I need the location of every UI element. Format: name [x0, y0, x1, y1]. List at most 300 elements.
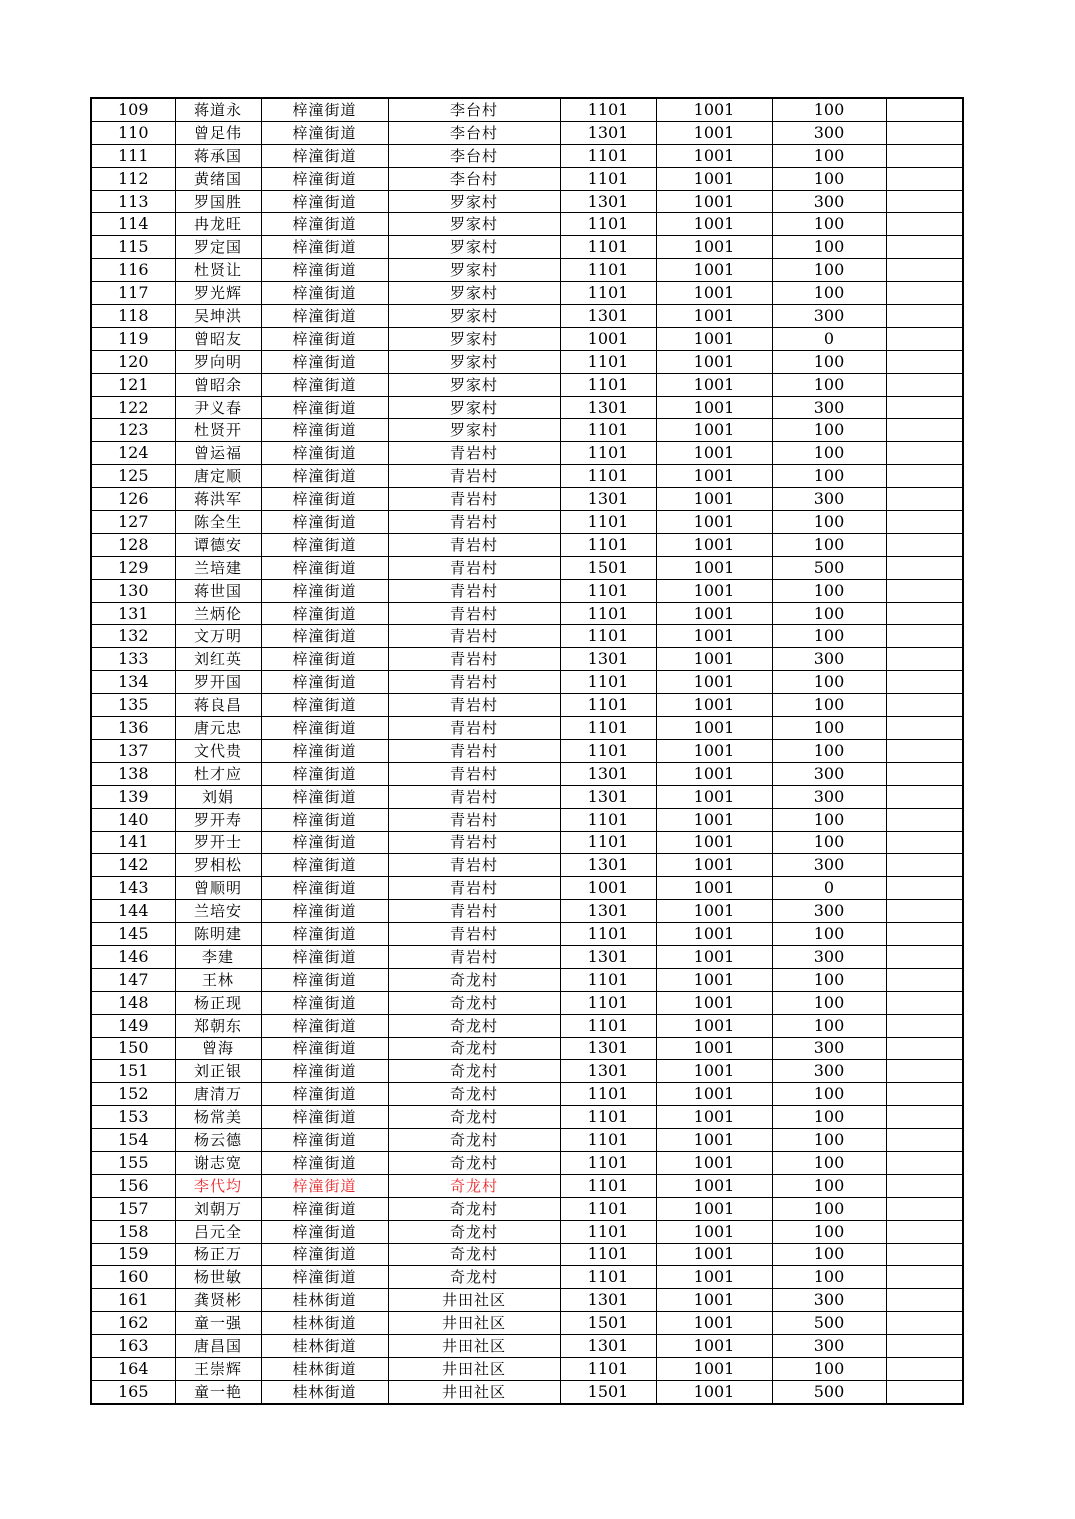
code1-cell: 1101 — [560, 98, 656, 121]
note-cell — [886, 648, 963, 671]
code2-cell: 1001 — [656, 1083, 772, 1106]
amount-cell: 100 — [772, 259, 886, 282]
street-cell: 梓潼街道 — [261, 396, 388, 419]
code1-cell: 1301 — [560, 1037, 656, 1060]
note-cell — [886, 350, 963, 373]
street-cell: 梓潼街道 — [261, 923, 388, 946]
table-row — [91, 144, 963, 167]
name-cell: 曾昭友 — [175, 327, 261, 350]
code2-cell: 1001 — [656, 1335, 772, 1358]
note-cell — [886, 923, 963, 946]
name-cell: 兰炳伦 — [175, 602, 261, 625]
amount-cell: 100 — [772, 167, 886, 190]
amount-cell: 300 — [772, 945, 886, 968]
amount-cell: 300 — [772, 1335, 886, 1358]
serial-number-cell: 149 — [91, 1014, 175, 1037]
code2-cell: 1001 — [656, 350, 772, 373]
village-cell: 青岩村 — [388, 625, 560, 648]
amount-cell: 100 — [772, 808, 886, 831]
code2-cell: 1001 — [656, 1243, 772, 1266]
table-row — [91, 1037, 963, 1060]
village-cell: 李台村 — [388, 121, 560, 144]
code1-cell: 1101 — [560, 625, 656, 648]
code2-cell: 1001 — [656, 1060, 772, 1083]
table-row — [91, 808, 963, 831]
serial-number-cell: 126 — [91, 488, 175, 511]
code2-cell: 1001 — [656, 556, 772, 579]
code2-cell: 1001 — [656, 1380, 772, 1403]
village-cell: 井田社区 — [388, 1289, 560, 1312]
street-cell: 梓潼街道 — [261, 373, 388, 396]
note-cell — [886, 945, 963, 968]
serial-number-cell: 145 — [91, 923, 175, 946]
amount-cell: 500 — [772, 556, 886, 579]
street-cell: 梓潼街道 — [261, 1266, 388, 1289]
serial-number-cell: 163 — [91, 1335, 175, 1358]
note-cell — [886, 556, 963, 579]
table-row — [91, 625, 963, 648]
table-row — [91, 900, 963, 923]
amount-cell: 100 — [772, 831, 886, 854]
note-cell — [886, 121, 963, 144]
name-cell: 陈明建 — [175, 923, 261, 946]
note-cell — [886, 305, 963, 328]
name-cell: 李建 — [175, 945, 261, 968]
amount-cell: 100 — [772, 419, 886, 442]
code2-cell: 1001 — [656, 923, 772, 946]
serial-number-cell: 129 — [91, 556, 175, 579]
serial-number-cell: 144 — [91, 900, 175, 923]
name-cell: 罗国胜 — [175, 190, 261, 213]
code1-cell: 1301 — [560, 762, 656, 785]
village-cell: 奇龙村 — [388, 991, 560, 1014]
serial-number-cell: 134 — [91, 671, 175, 694]
name-cell: 童一艳 — [175, 1380, 261, 1403]
table-row — [91, 831, 963, 854]
note-cell — [886, 1197, 963, 1220]
village-cell: 李台村 — [388, 144, 560, 167]
code2-cell: 1001 — [656, 190, 772, 213]
street-cell: 梓潼街道 — [261, 625, 388, 648]
note-cell — [886, 1380, 963, 1403]
code2-cell: 1001 — [656, 144, 772, 167]
amount-cell: 300 — [772, 854, 886, 877]
code1-cell: 1001 — [560, 327, 656, 350]
name-cell: 蒋世国 — [175, 579, 261, 602]
table-row — [91, 259, 963, 282]
code1-cell: 1001 — [560, 877, 656, 900]
code1-cell: 1101 — [560, 1129, 656, 1152]
village-cell: 青岩村 — [388, 511, 560, 534]
table-row — [91, 1266, 963, 1289]
serial-number-cell: 132 — [91, 625, 175, 648]
village-cell: 青岩村 — [388, 533, 560, 556]
name-cell: 童一强 — [175, 1312, 261, 1335]
street-cell: 梓潼街道 — [261, 968, 388, 991]
street-cell: 桂林街道 — [261, 1335, 388, 1358]
amount-cell: 100 — [772, 1243, 886, 1266]
table-row — [91, 190, 963, 213]
street-cell: 桂林街道 — [261, 1289, 388, 1312]
code1-cell: 1101 — [560, 808, 656, 831]
street-cell: 梓潼街道 — [261, 259, 388, 282]
note-cell — [886, 1357, 963, 1380]
note-cell — [886, 671, 963, 694]
street-cell: 梓潼街道 — [261, 488, 388, 511]
note-cell — [886, 1335, 963, 1358]
name-cell: 罗相松 — [175, 854, 261, 877]
code2-cell: 1001 — [656, 259, 772, 282]
amount-cell: 300 — [772, 648, 886, 671]
name-cell: 龚贤彬 — [175, 1289, 261, 1312]
serial-number-cell: 155 — [91, 1151, 175, 1174]
name-cell: 曾昭余 — [175, 373, 261, 396]
note-cell — [886, 419, 963, 442]
note-cell — [886, 579, 963, 602]
serial-number-cell: 127 — [91, 511, 175, 534]
code2-cell: 1001 — [656, 373, 772, 396]
village-cell: 罗家村 — [388, 373, 560, 396]
table-row — [91, 968, 963, 991]
village-cell: 罗家村 — [388, 259, 560, 282]
name-cell: 曾足伟 — [175, 121, 261, 144]
street-cell: 梓潼街道 — [261, 167, 388, 190]
table-row — [91, 1357, 963, 1380]
amount-cell: 300 — [772, 1060, 886, 1083]
note-cell — [886, 442, 963, 465]
amount-cell: 100 — [772, 1151, 886, 1174]
code2-cell: 1001 — [656, 1129, 772, 1152]
serial-number-cell: 143 — [91, 877, 175, 900]
code2-cell: 1001 — [656, 327, 772, 350]
serial-number-cell: 114 — [91, 213, 175, 236]
serial-number-cell: 116 — [91, 259, 175, 282]
amount-cell: 0 — [772, 877, 886, 900]
name-cell: 唐清万 — [175, 1083, 261, 1106]
code1-cell: 1301 — [560, 121, 656, 144]
table-row — [91, 945, 963, 968]
code1-cell: 1101 — [560, 579, 656, 602]
amount-cell: 100 — [772, 1220, 886, 1243]
code2-cell: 1001 — [656, 945, 772, 968]
code1-cell: 1101 — [560, 1220, 656, 1243]
code2-cell: 1001 — [656, 488, 772, 511]
street-cell: 梓潼街道 — [261, 579, 388, 602]
amount-cell: 100 — [772, 991, 886, 1014]
street-cell: 梓潼街道 — [261, 1220, 388, 1243]
serial-number-cell: 131 — [91, 602, 175, 625]
note-cell — [886, 1220, 963, 1243]
village-cell: 青岩村 — [388, 945, 560, 968]
amount-cell: 100 — [772, 923, 886, 946]
note-cell — [886, 602, 963, 625]
amount-cell: 100 — [772, 511, 886, 534]
name-cell: 罗开国 — [175, 671, 261, 694]
street-cell: 梓潼街道 — [261, 762, 388, 785]
amount-cell: 300 — [772, 1037, 886, 1060]
village-cell: 青岩村 — [388, 762, 560, 785]
village-cell: 青岩村 — [388, 602, 560, 625]
code2-cell: 1001 — [656, 1014, 772, 1037]
table-row — [91, 350, 963, 373]
note-cell — [886, 511, 963, 534]
note-cell — [886, 625, 963, 648]
serial-number-cell: 124 — [91, 442, 175, 465]
village-cell: 青岩村 — [388, 923, 560, 946]
note-cell — [886, 1151, 963, 1174]
code2-cell: 1001 — [656, 1197, 772, 1220]
name-cell: 曾运福 — [175, 442, 261, 465]
street-cell: 梓潼街道 — [261, 1083, 388, 1106]
serial-number-cell: 122 — [91, 396, 175, 419]
name-cell: 蒋洪军 — [175, 488, 261, 511]
village-cell: 青岩村 — [388, 717, 560, 740]
name-cell: 杜贤让 — [175, 259, 261, 282]
table-row — [91, 739, 963, 762]
code1-cell: 1101 — [560, 236, 656, 259]
village-cell: 青岩村 — [388, 831, 560, 854]
street-cell: 梓潼街道 — [261, 533, 388, 556]
street-cell: 梓潼街道 — [261, 213, 388, 236]
village-cell: 青岩村 — [388, 739, 560, 762]
code2-cell: 1001 — [656, 671, 772, 694]
table-row — [91, 1151, 963, 1174]
street-cell: 梓潼街道 — [261, 671, 388, 694]
name-cell: 谢志宽 — [175, 1151, 261, 1174]
table-row — [91, 465, 963, 488]
village-cell: 罗家村 — [388, 419, 560, 442]
amount-cell: 300 — [772, 305, 886, 328]
village-cell: 罗家村 — [388, 327, 560, 350]
note-cell — [886, 1289, 963, 1312]
table-row — [91, 98, 963, 121]
street-cell: 桂林街道 — [261, 1380, 388, 1403]
street-cell: 梓潼街道 — [261, 1174, 388, 1197]
street-cell: 梓潼街道 — [261, 236, 388, 259]
code2-cell: 1001 — [656, 465, 772, 488]
amount-cell: 100 — [772, 350, 886, 373]
street-cell: 梓潼街道 — [261, 900, 388, 923]
name-cell: 蒋承国 — [175, 144, 261, 167]
code1-cell: 1101 — [560, 1266, 656, 1289]
village-cell: 奇龙村 — [388, 1014, 560, 1037]
village-cell: 李台村 — [388, 98, 560, 121]
note-cell — [886, 282, 963, 305]
amount-cell: 100 — [772, 1129, 886, 1152]
street-cell: 梓潼街道 — [261, 1243, 388, 1266]
code2-cell: 1001 — [656, 1289, 772, 1312]
code1-cell: 1101 — [560, 602, 656, 625]
code2-cell: 1001 — [656, 877, 772, 900]
note-cell — [886, 1014, 963, 1037]
table-row — [91, 396, 963, 419]
code1-cell: 1101 — [560, 1174, 656, 1197]
name-cell: 杨常美 — [175, 1106, 261, 1129]
code2-cell: 1001 — [656, 305, 772, 328]
code2-cell: 1001 — [656, 167, 772, 190]
street-cell: 梓潼街道 — [261, 305, 388, 328]
street-cell: 梓潼街道 — [261, 717, 388, 740]
note-cell — [886, 533, 963, 556]
code1-cell: 1301 — [560, 648, 656, 671]
amount-cell: 100 — [772, 213, 886, 236]
note-cell — [886, 1083, 963, 1106]
note-cell — [886, 1106, 963, 1129]
table-row — [91, 854, 963, 877]
amount-cell: 100 — [772, 1357, 886, 1380]
code2-cell: 1001 — [656, 785, 772, 808]
village-cell: 奇龙村 — [388, 1266, 560, 1289]
village-cell: 罗家村 — [388, 236, 560, 259]
amount-cell: 100 — [772, 373, 886, 396]
note-cell — [886, 190, 963, 213]
serial-number-cell: 160 — [91, 1266, 175, 1289]
street-cell: 梓潼街道 — [261, 648, 388, 671]
table-row — [91, 419, 963, 442]
table-row — [91, 1174, 963, 1197]
village-cell: 青岩村 — [388, 877, 560, 900]
name-cell: 王林 — [175, 968, 261, 991]
name-cell: 杨云德 — [175, 1129, 261, 1152]
table-row — [91, 488, 963, 511]
table-row — [91, 167, 963, 190]
code2-cell: 1001 — [656, 1266, 772, 1289]
name-cell: 杜才应 — [175, 762, 261, 785]
street-cell: 梓潼街道 — [261, 1106, 388, 1129]
data-table — [90, 97, 964, 1405]
note-cell — [886, 717, 963, 740]
village-cell: 井田社区 — [388, 1357, 560, 1380]
code1-cell: 1101 — [560, 282, 656, 305]
street-cell: 梓潼街道 — [261, 1129, 388, 1152]
note-cell — [886, 144, 963, 167]
note-cell — [886, 327, 963, 350]
village-cell: 井田社区 — [388, 1335, 560, 1358]
serial-number-cell: 119 — [91, 327, 175, 350]
table-row — [91, 785, 963, 808]
code1-cell: 1101 — [560, 991, 656, 1014]
street-cell: 梓潼街道 — [261, 190, 388, 213]
code1-cell: 1101 — [560, 739, 656, 762]
code1-cell: 1101 — [560, 717, 656, 740]
name-cell: 罗开寿 — [175, 808, 261, 831]
street-cell: 梓潼街道 — [261, 785, 388, 808]
note-cell — [886, 465, 963, 488]
note-cell — [886, 1129, 963, 1152]
amount-cell: 100 — [772, 717, 886, 740]
serial-number-cell: 117 — [91, 282, 175, 305]
note-cell — [886, 1312, 963, 1335]
code1-cell: 1301 — [560, 785, 656, 808]
code2-cell: 1001 — [656, 648, 772, 671]
street-cell: 梓潼街道 — [261, 144, 388, 167]
serial-number-cell: 158 — [91, 1220, 175, 1243]
street-cell: 梓潼街道 — [261, 831, 388, 854]
amount-cell: 100 — [772, 236, 886, 259]
note-cell — [886, 1174, 963, 1197]
name-cell: 文代贵 — [175, 739, 261, 762]
village-cell: 罗家村 — [388, 213, 560, 236]
note-cell — [886, 854, 963, 877]
note-cell — [886, 488, 963, 511]
amount-cell: 300 — [772, 762, 886, 785]
code1-cell: 1301 — [560, 1335, 656, 1358]
village-cell: 奇龙村 — [388, 1083, 560, 1106]
code2-cell: 1001 — [656, 396, 772, 419]
village-cell: 奇龙村 — [388, 968, 560, 991]
name-cell: 文万明 — [175, 625, 261, 648]
table-row — [91, 533, 963, 556]
amount-cell: 300 — [772, 1289, 886, 1312]
amount-cell: 300 — [772, 900, 886, 923]
code1-cell: 1101 — [560, 259, 656, 282]
table-row — [91, 1083, 963, 1106]
amount-cell: 100 — [772, 739, 886, 762]
street-cell: 梓潼街道 — [261, 1014, 388, 1037]
name-cell: 唐昌国 — [175, 1335, 261, 1358]
table-row — [91, 373, 963, 396]
serial-number-cell: 110 — [91, 121, 175, 144]
amount-cell: 300 — [772, 488, 886, 511]
code1-cell: 1101 — [560, 465, 656, 488]
village-cell: 罗家村 — [388, 305, 560, 328]
code2-cell: 1001 — [656, 602, 772, 625]
serial-number-cell: 120 — [91, 350, 175, 373]
code2-cell: 1001 — [656, 808, 772, 831]
note-cell — [886, 259, 963, 282]
serial-number-cell: 161 — [91, 1289, 175, 1312]
amount-cell: 100 — [772, 671, 886, 694]
amount-cell: 100 — [772, 602, 886, 625]
village-cell: 青岩村 — [388, 854, 560, 877]
table-row — [91, 511, 963, 534]
village-cell: 罗家村 — [388, 282, 560, 305]
street-cell: 梓潼街道 — [261, 350, 388, 373]
code2-cell: 1001 — [656, 98, 772, 121]
serial-number-cell: 150 — [91, 1037, 175, 1060]
street-cell: 梓潼街道 — [261, 602, 388, 625]
code1-cell: 1101 — [560, 1151, 656, 1174]
code1-cell: 1301 — [560, 1060, 656, 1083]
code1-cell: 1101 — [560, 671, 656, 694]
village-cell: 青岩村 — [388, 671, 560, 694]
name-cell: 唐元忠 — [175, 717, 261, 740]
note-cell — [886, 900, 963, 923]
table-row — [91, 1243, 963, 1266]
serial-number-cell: 136 — [91, 717, 175, 740]
table-row — [91, 1129, 963, 1152]
name-cell: 吴坤洪 — [175, 305, 261, 328]
note-cell — [886, 739, 963, 762]
name-cell: 蒋道永 — [175, 98, 261, 121]
serial-number-cell: 157 — [91, 1197, 175, 1220]
name-cell: 蒋良昌 — [175, 694, 261, 717]
code1-cell: 1101 — [560, 419, 656, 442]
name-cell: 尹义春 — [175, 396, 261, 419]
street-cell: 梓潼街道 — [261, 808, 388, 831]
name-cell: 罗光辉 — [175, 282, 261, 305]
village-cell: 奇龙村 — [388, 1151, 560, 1174]
note-cell — [886, 785, 963, 808]
amount-cell: 100 — [772, 282, 886, 305]
serial-number-cell: 130 — [91, 579, 175, 602]
street-cell: 梓潼街道 — [261, 556, 388, 579]
table-row — [91, 1106, 963, 1129]
serial-number-cell: 152 — [91, 1083, 175, 1106]
table-row — [91, 1014, 963, 1037]
table-row — [91, 1060, 963, 1083]
table-row — [91, 1220, 963, 1243]
